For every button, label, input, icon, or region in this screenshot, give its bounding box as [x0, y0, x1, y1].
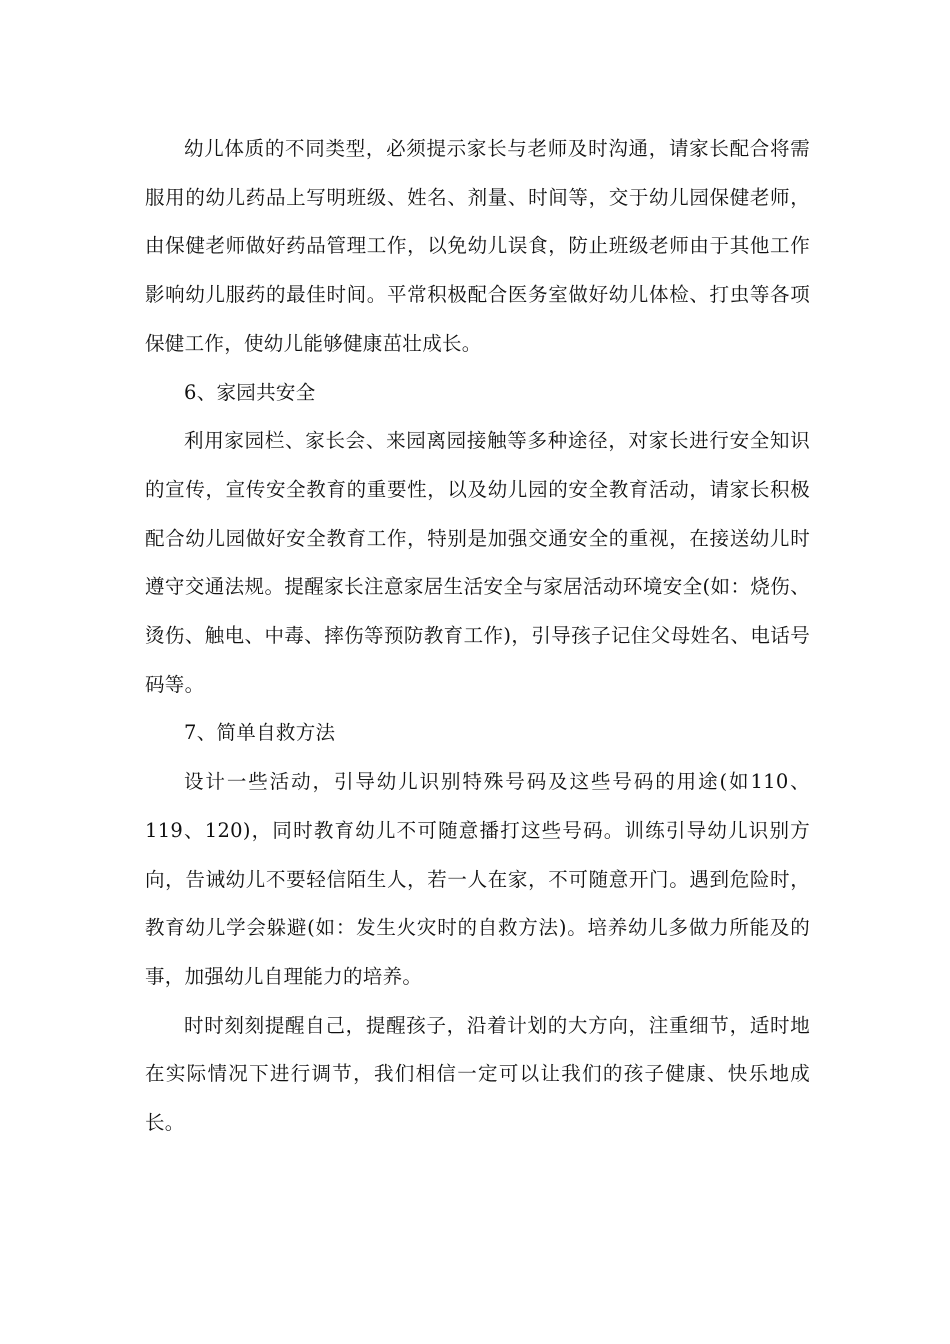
section-heading-home-school-safety: 6、家园共安全: [184, 380, 316, 404]
paragraph-self-rescue: 设计一些活动，引导幼儿识别特殊号码及这些号码的用途(如110、119、120)，同时教育幼儿不可随意播打这些号码。训练引导幼儿识别方向，告诫幼儿不要轻信陌生人，若一人在家，不可随意开门。遇到危险时，教育幼儿学会躲避(如：发生火灾时的自救方法)。培养幼儿多做力所能及的事，加强幼儿自理能力的培养。: [145, 770, 810, 988]
paragraph-conclusion: 时时刻刻提醒自己，提醒孩子，沿着计划的大方向，注重细节，适时地在实际情况下进行调节，我们相信一定可以让我们的孩子健康、快乐地成长。: [145, 1013, 810, 1135]
paragraph-safety-education: 利用家园栏、家长会、来园离园接触等多种途径，对家长进行安全知识的宣传，宣传安全教育的重要性，以及幼儿园的安全教育活动，请家长积极配合幼儿园做好安全教育工作，特别是加强交通安全的重视，在接送幼儿时遵守交通法规。提醒家长注意家居生活安全与家居活动环境安全(如：烧伤、烫伤、触电、中毒、摔伤等预防教育工作)，引导孩子记住父母姓名、电话号码等。: [145, 429, 810, 696]
paragraph-health-care: 幼儿体质的不同类型，必须提示家长与老师及时沟通，请家长配合将需服用的幼儿药品上写明班级、姓名、剂量、时间等，交于幼儿园保健老师，由保健老师做好药品管理工作，以免幼儿误食，防止班级老师由于其他工作影响幼儿服药的最佳时间。平常积极配合医务室做好幼儿体检、打虫等各项保健工作，使幼儿能够健康茁壮成长。: [145, 137, 810, 355]
section-heading-self-rescue: 7、简单自救方法: [184, 721, 336, 745]
document-body: [145, 125, 810, 1148]
